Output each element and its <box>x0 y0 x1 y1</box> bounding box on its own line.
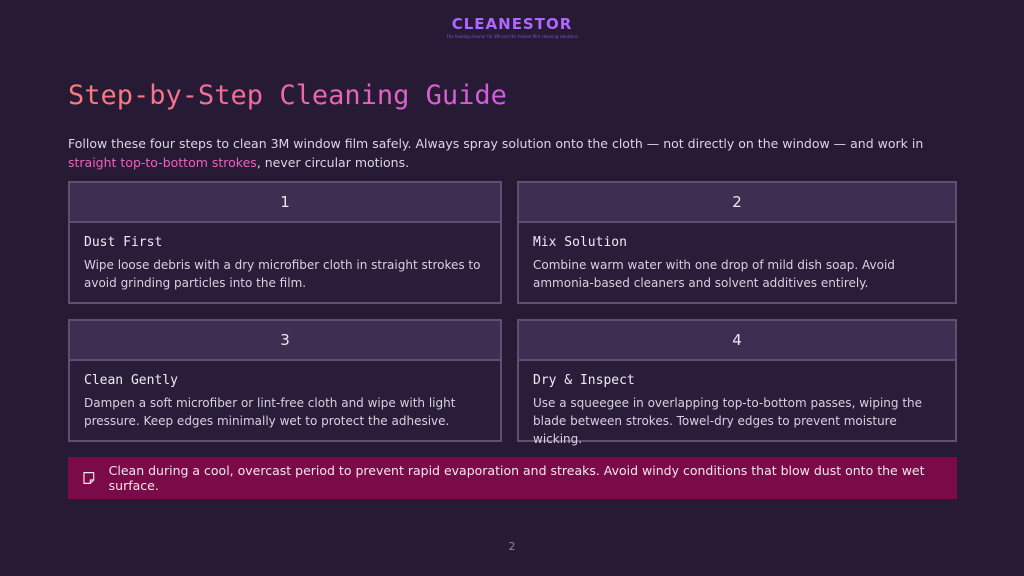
tip-text: Clean during a cool, overcast period to prevent rapid evaporation and streaks. Avoid windy conditions that blow dust onto the wet surface. <box>108 463 925 493</box>
step-number: 1 <box>70 183 500 223</box>
step-number: 4 <box>519 321 955 361</box>
step-description: Use a squeegee in overlapping top-to-bottom passes, wiping the blade between strokes. Towel-dry edges to prevent moisture wicking. <box>533 396 923 446</box>
page-title: Step-by-Step Cleaning Guide <box>68 80 507 111</box>
step-title: Clean Gently <box>84 373 178 388</box>
step-title: Dust First <box>84 235 163 250</box>
step-number: 3 <box>70 321 500 361</box>
intro-text-end: , never circular motions. <box>256 155 410 170</box>
step-number: 2 <box>519 183 955 223</box>
step-description: Wipe loose debris with a dry microfiber cloth in straight strokes to avoid grinding particles into the film. <box>84 258 481 290</box>
intro-paragraph <box>68 134 958 172</box>
tip-callout <box>68 457 957 499</box>
note-icon <box>82 471 96 485</box>
step-description: Combine warm water with one drop of mild dish soap. Avoid ammonia-based cleaners and solvent additives entirely. <box>533 258 895 290</box>
logo-tagline: The leading cleaner for 3M and the fastest film cleaning solutions <box>446 34 578 39</box>
step-card-1 <box>68 181 502 304</box>
step-card-2 <box>517 181 957 304</box>
intro-highlight: straight top-to-bottom strokes <box>68 155 257 170</box>
logo-text-end: ESTOR <box>511 15 573 33</box>
step-card-4 <box>517 319 957 446</box>
step-title: Mix Solution <box>533 235 627 250</box>
logo-wordmark <box>452 15 573 33</box>
step-card-3 <box>68 319 502 442</box>
intro-text: Follow these four steps to clean 3M window film safely. Always spray solution onto the cloth — not directly on the window — and work in <box>68 136 924 151</box>
brand-logo <box>0 14 1024 39</box>
page-number: 2 <box>508 540 516 553</box>
step-description: Dampen a soft microfiber or lint-free cloth and wipe with light pressure. Keep edges minimally wet to protect the adhesive. <box>84 396 456 428</box>
logo-text-start: CLEAN <box>451 15 512 33</box>
step-title: Dry & Inspect <box>533 373 635 388</box>
